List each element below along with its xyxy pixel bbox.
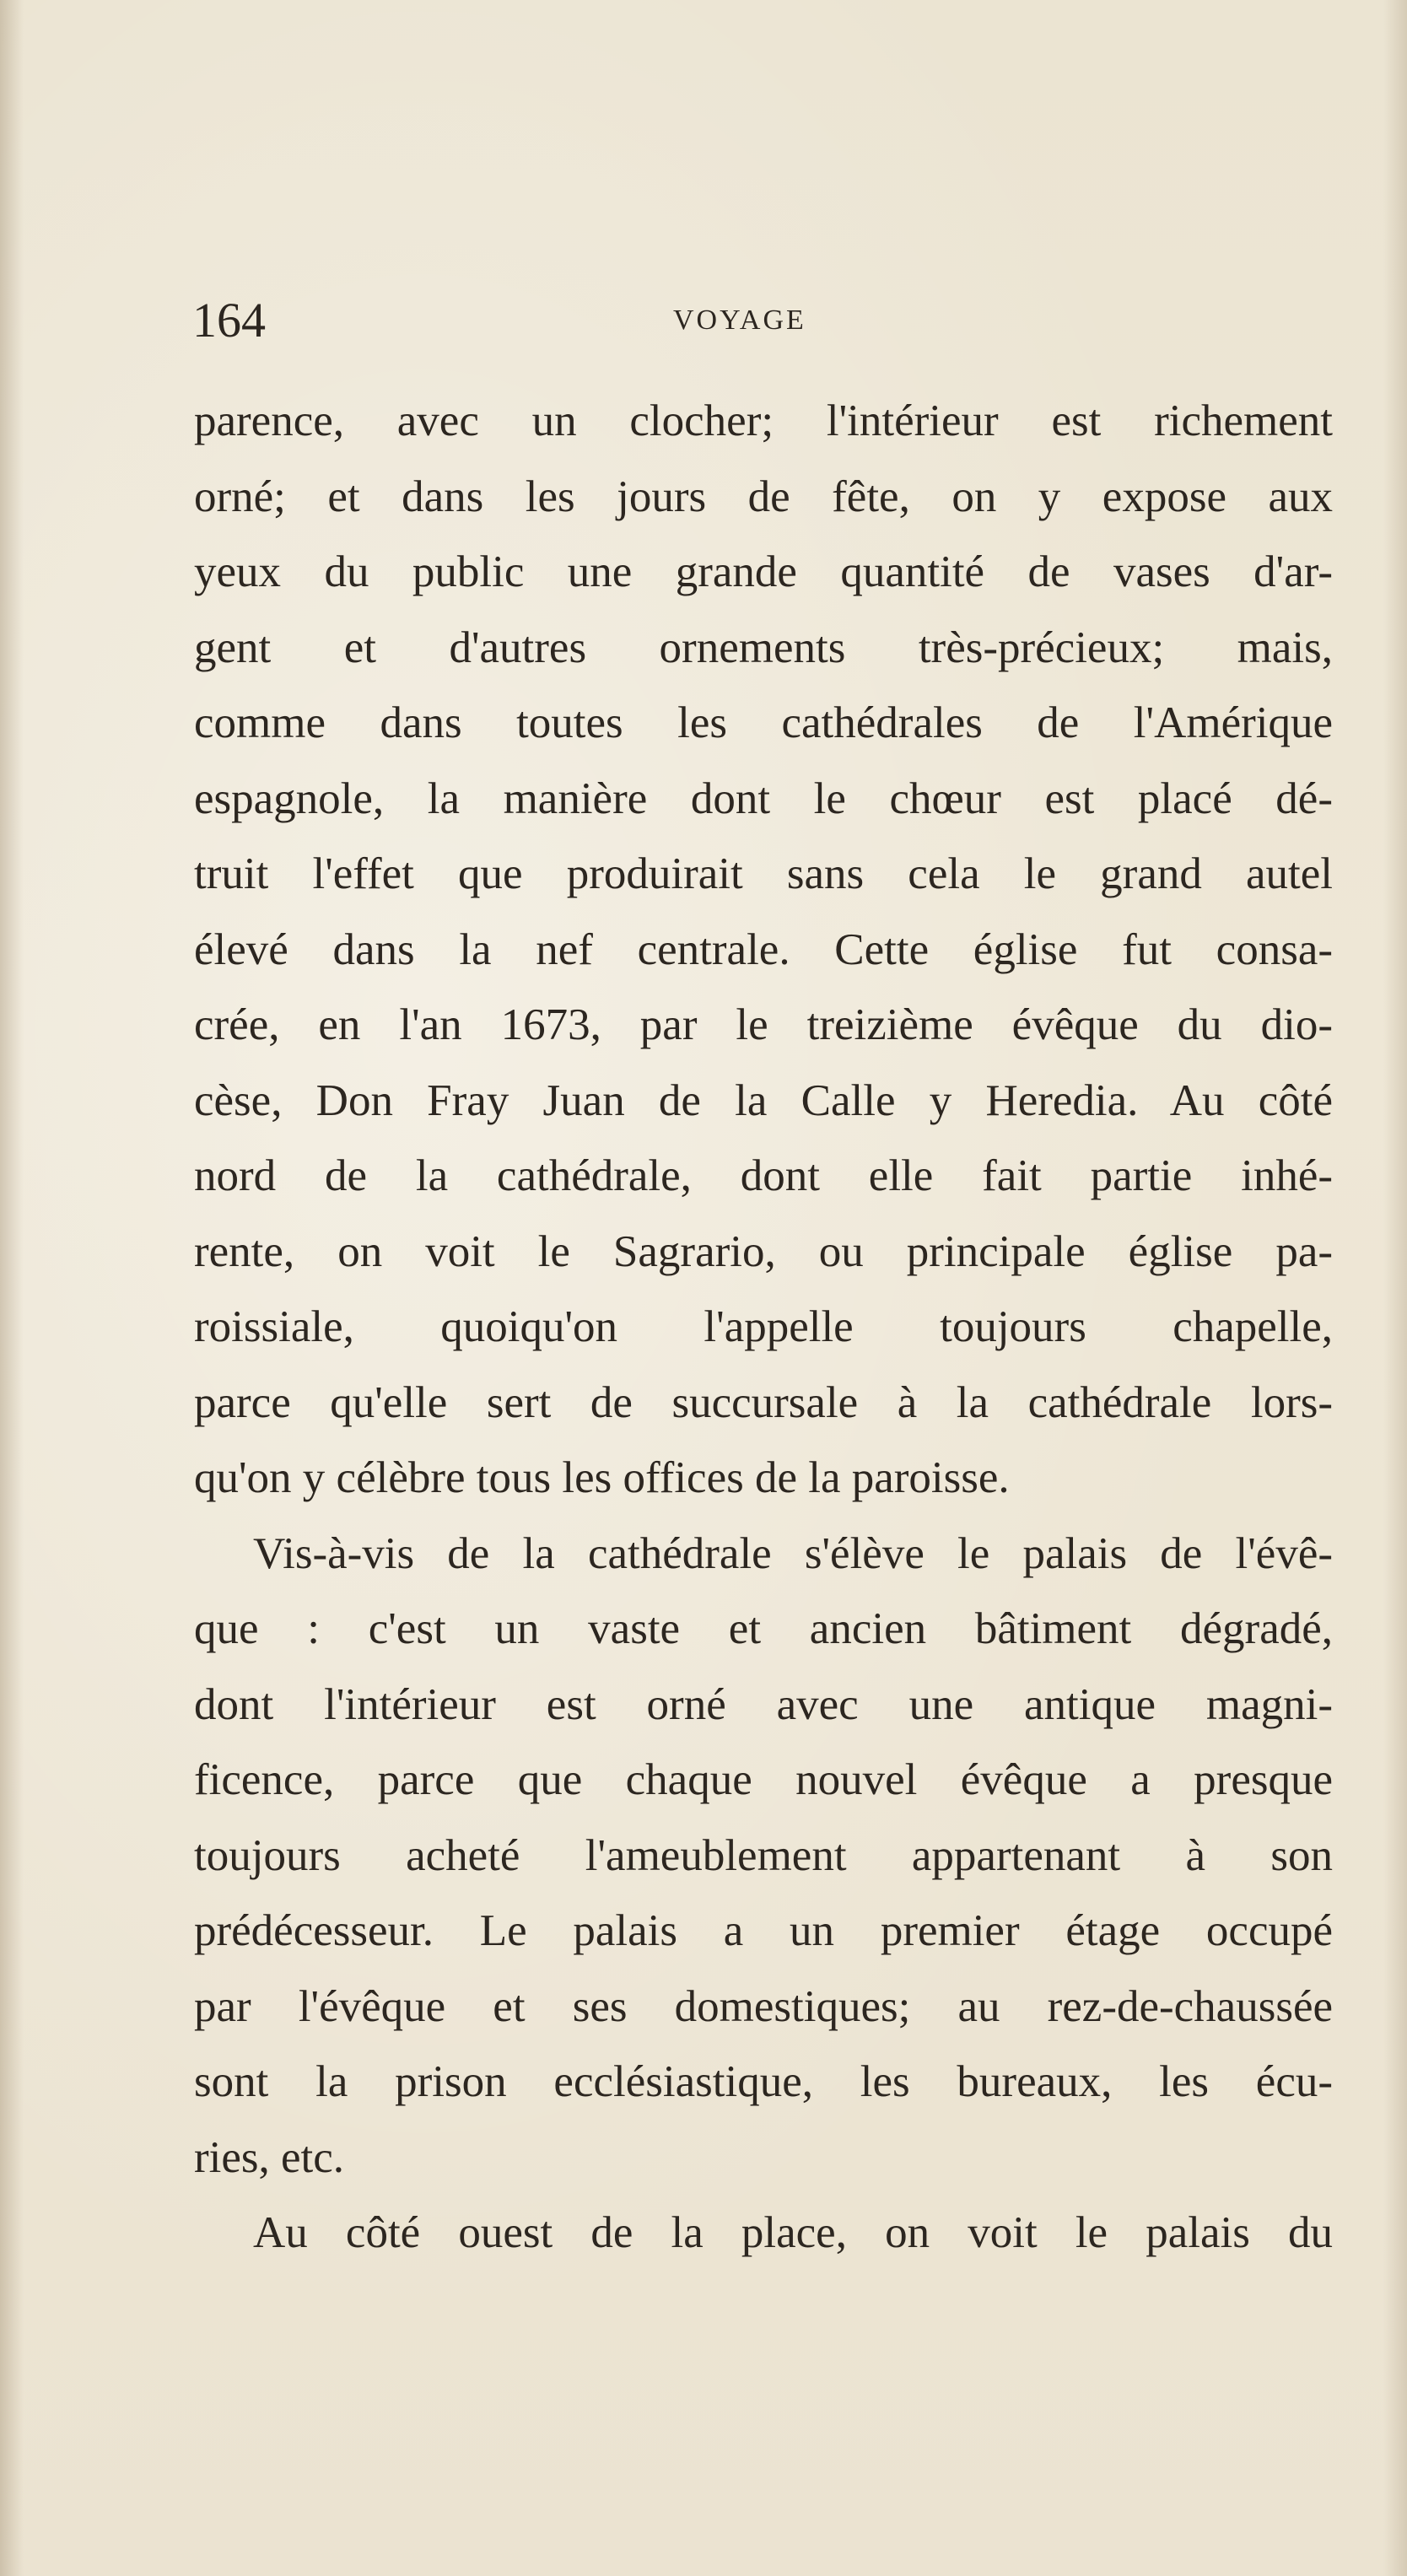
text-line: parence, avec un clocher; l'intérieur est richement [194, 396, 1333, 445]
text-line: rente, on voit le Sagrario, ou principale église pa- [194, 1226, 1333, 1276]
text-line: gent et d'autres ornements très-précieux; mais, [194, 622, 1333, 672]
text-line: par l'évêque et ses domestiques; au rez-de-chaussée [194, 1981, 1333, 2031]
text-line: yeux du public une grande quantité de vases d'ar- [194, 547, 1333, 596]
text-line: roissiale, quoiqu'on l'appelle toujours chapelle, [194, 1302, 1333, 1351]
page-number: 164 [192, 293, 266, 348]
text-line: toujours acheté l'ameublement appartenant à son [194, 1830, 1333, 1880]
page-left-edge-shadow [0, 0, 24, 2576]
text-line: comme dans toutes les cathédrales de l'Amérique [194, 698, 1333, 747]
text-line: orné; et dans les jours de fête, on y expose aux [194, 472, 1333, 521]
paragraph-end-line: qu'on y célèbre tous les offices de la paroisse. [194, 1453, 1010, 1502]
text-line: espagnole, la manière dont le chœur est placé dé- [194, 773, 1333, 823]
text-line: truit l'effet que produirait sans cela le grand autel [194, 849, 1333, 898]
paragraph-end-line: ries, etc. [194, 2132, 345, 2182]
text-line: cèse, Don Fray Juan de la Calle y Heredia. Au côté [194, 1075, 1333, 1125]
text-line: ficence, parce que chaque nouvel évêque a presque [194, 1755, 1333, 1804]
running-title: VOYAGE [673, 304, 806, 336]
text-line: parce qu'elle sert de succursale à la cathédrale lors- [194, 1377, 1333, 1427]
running-head [192, 291, 1323, 350]
text-line: dont l'intérieur est orné avec une antique magni- [194, 1679, 1333, 1729]
text-line: nord de la cathédrale, dont elle fait partie inhé- [194, 1151, 1333, 1200]
body-text [194, 384, 1333, 2272]
text-line: prédécesseur. Le palais a un premier étage occupé [194, 1906, 1333, 1955]
text-line: que : c'est un vaste et ancien bâtiment dégradé, [194, 1604, 1333, 1653]
text-line: élevé dans la nef centrale. Cette église fut consa- [194, 924, 1333, 974]
paragraph-start-line: Vis-à-vis de la cathédrale s'élève le palais de l'évê- [253, 1528, 1333, 1578]
page-right-edge-shadow [1383, 0, 1407, 2576]
text-line: sont la prison ecclésiastique, les bureaux, les écu- [194, 2057, 1333, 2106]
text-line: crée, en l'an 1673, par le treizième évêque du dio- [194, 1000, 1333, 1049]
paragraph-start-line: Au côté ouest de la place, on voit le palais du [253, 2208, 1333, 2257]
